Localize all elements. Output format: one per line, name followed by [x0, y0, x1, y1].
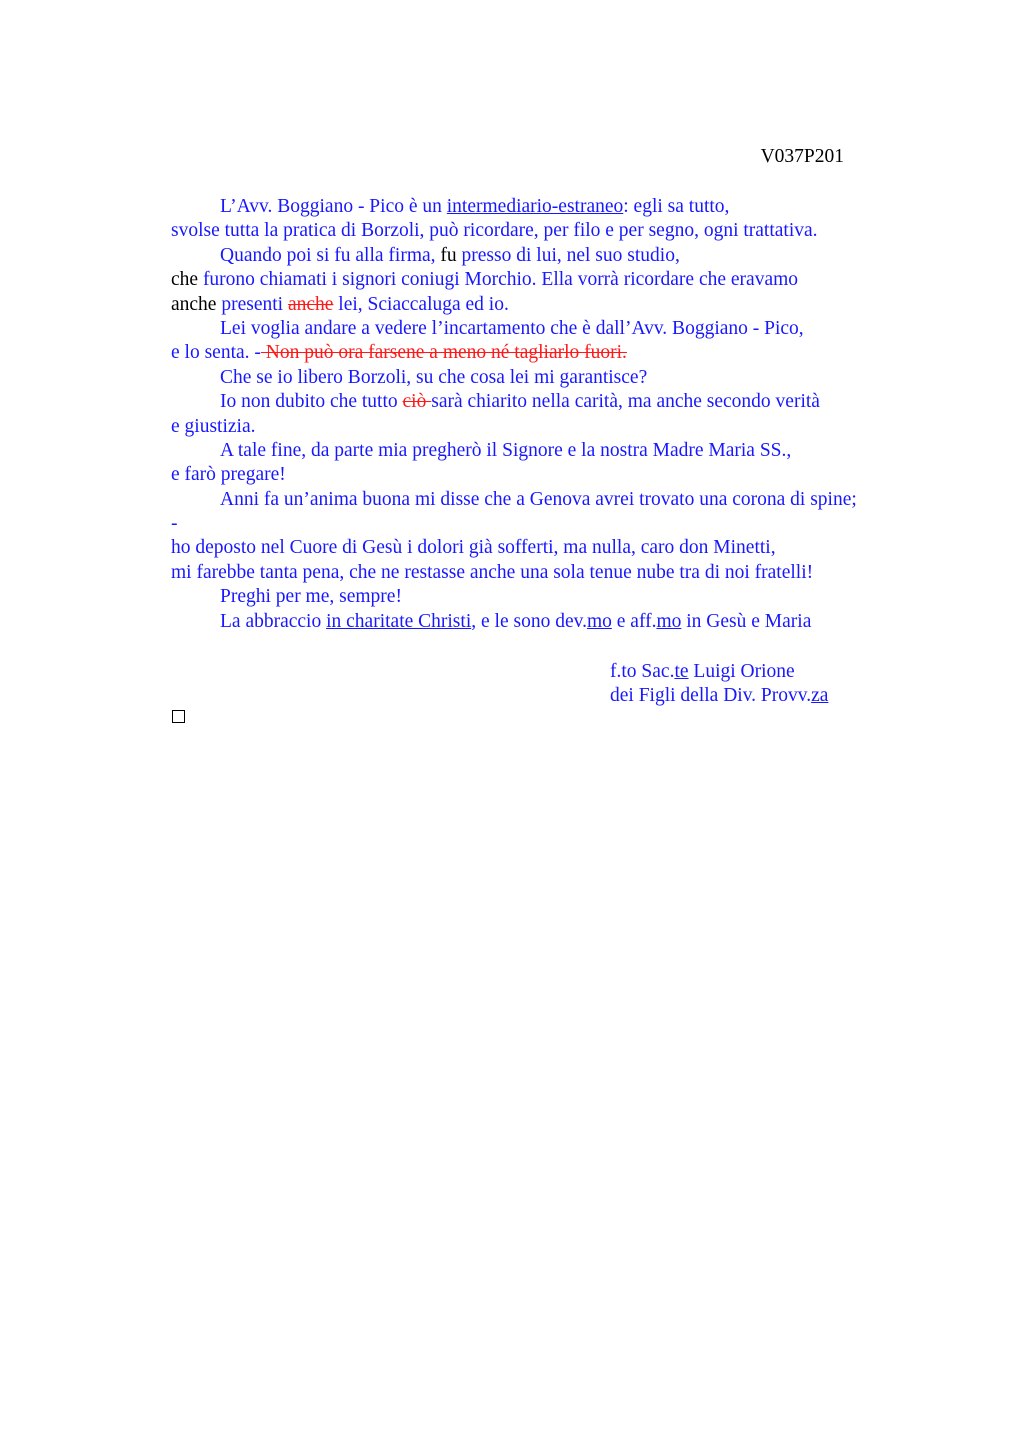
paragraph-line: [171, 390, 931, 414]
text-run: e aff.: [611, 610, 657, 632]
text-run: La abbraccio: [220, 610, 327, 632]
letter-body: [171, 195, 931, 634]
paragraph-line: [171, 610, 931, 634]
underlined-text: mo: [586, 610, 612, 632]
text-run: Preghi per me, sempre!: [220, 586, 402, 608]
black-text: anche: [171, 293, 217, 315]
text-run: ho deposto nel Cuore di Gesù i dolori già sofferti, ma nulla, caro don Minetti,: [171, 537, 776, 559]
text-run: sarà chiarito nella carità, ma anche secondo verità: [431, 391, 820, 413]
text-run: furono chiamati i signori coniugi Morchio. Ella vorrà ricordare che eravamo: [198, 269, 799, 291]
paragraph-line: [171, 439, 931, 463]
text-run: , e le sono dev.: [471, 610, 587, 632]
signature-line: [610, 684, 828, 708]
text-run: f.to Sac.: [610, 661, 675, 682]
underlined-text: te: [674, 661, 689, 682]
text-run: dei Figli della Div. Provv.: [610, 685, 812, 707]
text-run: lei, Sciaccaluga ed io.: [333, 293, 509, 315]
paragraph-line: [171, 536, 931, 560]
text-run: Quando poi si fu alla firma,: [220, 244, 441, 266]
text-run: Anni fa un’anima buona mi disse che a Genova avrei trovato una corona di spine;: [220, 488, 857, 510]
square-marker-icon: [172, 710, 185, 723]
deleted-text: Non può ora farsene a meno né tagliarlo fuori.: [260, 342, 627, 364]
paragraph-line: [171, 195, 931, 219]
paragraph-line: [171, 219, 931, 243]
paragraph-line: [171, 366, 931, 390]
deleted-text: anche: [287, 293, 334, 315]
signature-block: [610, 660, 828, 709]
text-run: e farò pregare!: [171, 464, 286, 486]
page-id: V037P201: [760, 146, 844, 167]
paragraph-line: [171, 561, 931, 585]
underlined-text: za: [811, 685, 829, 707]
text-run: svolse tutta la pratica di Borzoli, può ricordare, per filo e per segno, ogni trattativa.: [171, 220, 818, 242]
text-run: e giustizia.: [171, 415, 256, 437]
text-run: : egli sa tutto,: [623, 196, 730, 217]
text-run: mi farebbe tanta pena, che ne restasse anche una sola tenue nube tra di noi fratelli!: [171, 561, 814, 583]
paragraph-line: [171, 415, 931, 439]
paragraph-line: [171, 341, 931, 365]
paragraph-line: [171, 244, 931, 268]
text-run: L’Avv. Boggiano - Pico è un: [220, 196, 447, 217]
text-run: -: [171, 513, 178, 535]
text-run: A tale fine, da parte mia pregherò il Signore e la nostra Madre Maria SS.,: [220, 439, 792, 461]
black-text: che: [171, 269, 199, 291]
paragraph-line: [171, 463, 931, 487]
paragraph-line: [171, 488, 931, 512]
signature-line: [610, 660, 828, 684]
text-run: presso di lui, nel suo studio,: [456, 244, 680, 266]
underlined-text: in charitate Christi: [326, 610, 472, 632]
text-run: Lei voglia andare a vedere l’incartamento che è dall’Avv. Boggiano - Pico,: [220, 317, 804, 339]
text-run: in Gesù e Maria: [681, 610, 812, 632]
paragraph-line: [171, 317, 931, 341]
paragraph-line: [171, 512, 931, 536]
text-run: presenti: [216, 293, 288, 315]
text-run: e lo senta. -: [171, 342, 261, 364]
deleted-text: ciò: [402, 391, 432, 413]
paragraph-line: [171, 293, 931, 317]
underlined-text: mo: [656, 610, 682, 632]
text-run: Che se io libero Borzoli, su che cosa lei mi garantisce?: [220, 366, 648, 388]
paragraph-line: [171, 585, 931, 609]
underlined-text: intermediario-estraneo: [446, 196, 624, 217]
paragraph-line: [171, 268, 931, 292]
text-run: Io non dubito che tutto: [220, 391, 403, 413]
black-text: fu: [440, 244, 457, 266]
text-run: Luigi Orione: [688, 661, 795, 682]
